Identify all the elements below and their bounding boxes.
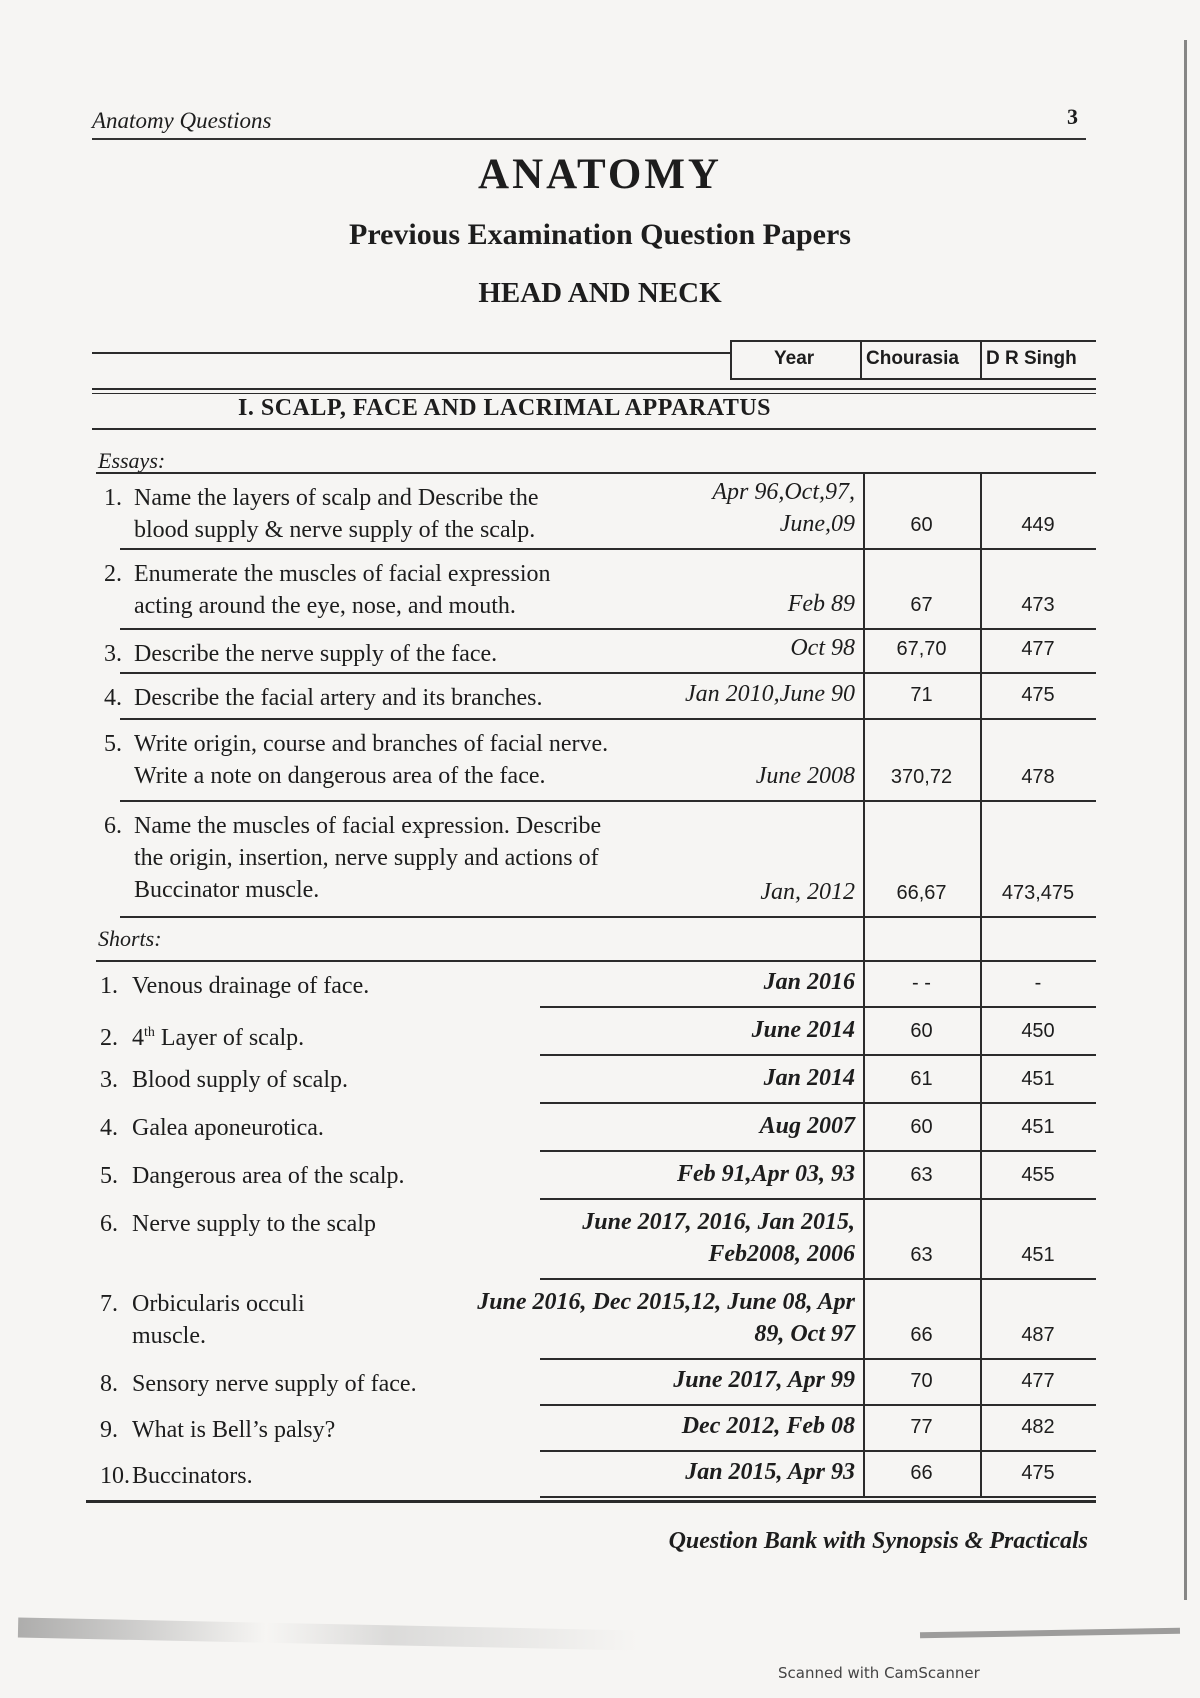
scanner-watermark: Scanned with CamScanner <box>778 1664 980 1682</box>
shorts-question-text: Layer of scalp. <box>154 1025 305 1051</box>
essays-chourasia-page: 370,72 <box>890 766 953 788</box>
section-rule-top-2 <box>92 393 1096 394</box>
shorts-question-ordinal-suffix: th <box>144 1025 155 1040</box>
shorts-question-line <box>100 1064 348 1097</box>
essays-year: Apr 96,Oct,97, <box>712 479 855 505</box>
essays-question-text: Enumerate the muscles of facial expression <box>134 561 551 587</box>
essays-chourasia-page: 67,70 <box>896 638 947 660</box>
shorts-chourasia-page: 66 <box>910 1462 933 1484</box>
essays-question-text: Describe the facial artery and its branches. <box>134 685 543 711</box>
essays-drsingh-page: 473 <box>1021 594 1055 616</box>
shorts-column-divider <box>863 1404 865 1450</box>
essays-drsingh-page: 475 <box>1021 684 1055 706</box>
shorts-year: June 2016, Dec 2015,12, June 08, Apr <box>477 1289 855 1315</box>
shorts-column-divider <box>863 1006 865 1054</box>
header-divider-1 <box>730 340 732 378</box>
shorts-question-text: Nerve supply to the scalp <box>132 1211 376 1237</box>
shorts-question-line <box>100 1460 253 1493</box>
essays-question-line <box>134 590 516 623</box>
shorts-chourasia-page: 66 <box>910 1324 933 1346</box>
column-header-chourasia: Chourasia <box>866 348 959 369</box>
shorts-year: June 2017, Apr 99 <box>673 1367 855 1393</box>
essays-row-rule <box>120 800 1096 802</box>
shorts-question-line <box>100 1160 405 1193</box>
shorts-question-line <box>132 1320 206 1353</box>
shorts-row-rule <box>540 1496 1096 1498</box>
essays-column-divider <box>863 672 865 718</box>
shorts-question-text: Orbicularis occuli <box>132 1291 305 1317</box>
shorts-question-number: 1. <box>100 973 118 999</box>
shorts-question-ordinal: 4 <box>132 1025 144 1051</box>
essays-question-number: 1. <box>104 485 122 511</box>
shorts-column-divider <box>980 1102 982 1150</box>
shorts-column-divider <box>863 1358 865 1404</box>
shorts-question-text: Galea aponeurotica. <box>132 1115 324 1141</box>
essays-chourasia-page: 66,67 <box>896 882 947 904</box>
essays-question-text: Name the muscles of facial expression. Describe <box>134 813 602 839</box>
essays-year: Jan 2010,June 90 <box>685 681 855 707</box>
essays-row-rule <box>120 916 1096 918</box>
essays-year: Oct 98 <box>790 635 855 661</box>
essays-question-text: Name the layers of scalp and Describe the <box>134 485 539 511</box>
essays-year: Feb 89 <box>787 591 855 617</box>
essays-question-line <box>134 874 319 907</box>
essays-question-number: 3. <box>104 641 122 667</box>
shorts-chourasia-page: 70 <box>910 1370 933 1392</box>
essays-question-text: Describe the nerve supply of the face. <box>134 641 498 667</box>
shorts-question-line <box>100 1016 304 1055</box>
shorts-question-number: 3. <box>100 1067 118 1093</box>
essays-year: Jan, 2012 <box>760 879 855 905</box>
essays-row-rule <box>120 628 1096 630</box>
essays-column-divider <box>980 718 982 800</box>
shorts-column-divider <box>863 960 865 1006</box>
page-edge <box>1184 40 1187 1600</box>
region-title: HEAD AND NECK <box>478 277 722 309</box>
running-header <box>92 104 1086 140</box>
header-divider-3 <box>980 340 982 378</box>
shorts-question-text: Dangerous area of the scalp. <box>132 1163 405 1189</box>
shorts-column-divider <box>980 1150 982 1198</box>
shorts-question-number: 9. <box>100 1417 118 1443</box>
scan-smudge-right <box>920 1628 1180 1639</box>
shorts-question-line <box>100 1414 335 1447</box>
shorts-question-text: muscle. <box>132 1323 206 1349</box>
shorts-question-line <box>100 1208 376 1241</box>
shorts-row-rule <box>540 1404 1096 1406</box>
shorts-column-divider <box>863 1198 865 1278</box>
shorts-column-divider <box>863 1054 865 1102</box>
essays-question-line <box>134 842 599 875</box>
shorts-drsingh-page: 451 <box>1021 1244 1055 1266</box>
shorts-year: Jan 2014 <box>763 1065 855 1091</box>
shorts-question-text: Sensory nerve supply of face. <box>132 1371 417 1397</box>
essays-column-divider <box>980 628 982 672</box>
shorts-chourasia-page: 61 <box>910 1068 933 1090</box>
shorts-question-text: Venous drainage of face. <box>132 973 370 999</box>
shorts-drsingh-page: 451 <box>1021 1116 1055 1138</box>
shorts-question-line <box>100 1368 417 1401</box>
shorts-column-divider <box>980 1358 982 1404</box>
essays-question-text: Write a note on dangerous area of the face. <box>134 763 546 789</box>
essays-row-rule <box>120 718 1096 720</box>
page-number: 3 <box>1067 104 1078 129</box>
shorts-column-divider <box>863 1450 865 1496</box>
essays-chourasia-page: 71 <box>910 684 933 706</box>
essays-column-divider <box>863 548 865 628</box>
shorts-question-line <box>100 970 369 1003</box>
essays-chourasia-page: 67 <box>910 594 933 616</box>
essays-question-number: 6. <box>104 813 122 839</box>
shorts-year: June 2014 <box>751 1017 855 1043</box>
shorts-question-line <box>100 1112 324 1145</box>
essays-chourasia-page: 60 <box>910 514 933 536</box>
essays-question-number: 5. <box>104 731 122 757</box>
shorts-question-text: Buccinators. <box>132 1463 253 1489</box>
shorts-question-number: 5. <box>100 1163 118 1189</box>
header-rule-left <box>92 352 730 354</box>
main-title: ANATOMY <box>478 151 722 198</box>
shorts-year: June 2017, 2016, Jan 2015, <box>582 1209 855 1235</box>
shorts-year: Jan 2015, Apr 93 <box>685 1459 855 1485</box>
section-rule-top <box>92 388 1096 390</box>
shorts-chourasia-page: 60 <box>910 1116 933 1138</box>
shorts-year: Feb2008, 2006 <box>708 1241 855 1267</box>
shorts-column-divider <box>863 1278 865 1358</box>
shorts-chourasia-page: 77 <box>910 1416 933 1438</box>
essays-question-line <box>134 760 546 793</box>
header-rule-top <box>730 340 1096 342</box>
essays-column-divider <box>863 472 865 548</box>
essays-drsingh-page: 449 <box>1021 514 1055 536</box>
shorts-row-rule <box>540 1358 1096 1360</box>
shorts-row-rule <box>540 1198 1096 1200</box>
shorts-drsingh-page: 450 <box>1021 1020 1055 1042</box>
shorts-drsingh-page: 487 <box>1021 1324 1055 1346</box>
essays-column-divider <box>863 800 865 916</box>
shorts-row-rule <box>540 1450 1096 1452</box>
essays-column-divider <box>980 472 982 548</box>
shorts-column-divider <box>980 1450 982 1496</box>
essays-column-divider <box>980 548 982 628</box>
shorts-year: Aug 2007 <box>759 1113 855 1139</box>
shorts-column-divider <box>863 1150 865 1198</box>
essays-column-divider <box>863 718 865 800</box>
essays-column-divider <box>863 628 865 672</box>
shorts-question-number: 8. <box>100 1371 118 1397</box>
shorts-row-rule <box>540 1006 1096 1008</box>
shorts-column-divider <box>980 1404 982 1450</box>
essays-drsingh-page: 477 <box>1021 638 1055 660</box>
shorts-question-number: 10. <box>100 1463 130 1489</box>
column-header-year: Year <box>774 348 815 369</box>
footer-title: Question Bank with Synopsis & Practicals <box>668 1528 1088 1554</box>
shorts-drsingh-page: 455 <box>1021 1164 1055 1186</box>
essays-question-line <box>104 482 539 515</box>
shorts-year: Jan 2016 <box>763 969 855 995</box>
shorts-column-divider <box>980 960 982 1006</box>
essays-question-text: Buccinator muscle. <box>134 877 320 903</box>
essays-question-number: 2. <box>104 561 122 587</box>
essays-question-line <box>104 682 542 715</box>
scan-smudge <box>18 1618 638 1651</box>
shorts-question-line <box>100 1288 305 1321</box>
shorts-question-text: What is Bell’s palsy? <box>132 1417 336 1443</box>
shorts-year: 89, Oct 97 <box>754 1321 855 1347</box>
shorts-question-number: 7. <box>100 1291 118 1317</box>
shorts-column-divider <box>863 1102 865 1150</box>
shorts-chourasia-page: 63 <box>910 1244 933 1266</box>
essays-drsingh-page: 478 <box>1021 766 1055 788</box>
table-bottom-rule <box>86 1500 1096 1503</box>
shorts-label: Shorts: <box>98 926 162 951</box>
shorts-row-rule <box>540 1278 1096 1280</box>
essays-label: Essays: <box>98 448 166 473</box>
shorts-chourasia-page: 63 <box>910 1164 933 1186</box>
essays-question-number: 4. <box>104 685 122 711</box>
shorts-question-text: Blood supply of scalp. <box>132 1067 348 1093</box>
shorts-drsingh-page: 477 <box>1021 1370 1055 1392</box>
essays-question-line <box>104 558 551 591</box>
essays-question-line <box>104 638 497 671</box>
shorts-chourasia-page: - - <box>912 972 931 994</box>
shorts-question-number: 6. <box>100 1211 118 1237</box>
essays-question-line <box>134 514 535 547</box>
essays-question-text: the origin, insertion, nerve supply and actions of <box>134 845 599 871</box>
header-rule-bottom <box>730 378 1096 380</box>
shorts-column-divider <box>980 1198 982 1278</box>
essays-question-text: acting around the eye, nose, and mouth. <box>134 593 516 619</box>
subtitle: Previous Examination Question Papers <box>349 218 851 251</box>
shorts-chourasia-page: 60 <box>910 1020 933 1042</box>
shorts-row-rule <box>540 1102 1096 1104</box>
essays-question-line <box>104 728 608 761</box>
essays-rule-top <box>96 472 1096 474</box>
essays-column-divider <box>980 800 982 916</box>
running-header-title: Anatomy Questions <box>92 108 272 133</box>
shorts-row-rule <box>540 1150 1096 1152</box>
shorts-rule-top <box>96 960 1096 962</box>
shorts-column-divider <box>980 1054 982 1102</box>
shorts-column-divider <box>980 1278 982 1358</box>
shorts-column-divider <box>980 1006 982 1054</box>
column-header-drsingh: D R Singh <box>986 348 1077 369</box>
section-title: I. SCALP, FACE AND LACRIMAL APPARATUS <box>238 395 771 421</box>
shorts-drsingh-page: - <box>1034 972 1042 994</box>
essays-row-rule <box>120 672 1096 674</box>
shorts-label-divider <box>980 916 982 960</box>
essays-question-line <box>104 810 601 843</box>
section-rule-bottom <box>92 428 1096 430</box>
shorts-year: Dec 2012, Feb 08 <box>681 1413 855 1439</box>
essays-row-rule <box>120 548 1096 550</box>
essays-year: June,09 <box>779 511 855 537</box>
shorts-label-divider <box>863 916 865 960</box>
essays-drsingh-page: 473,475 <box>1001 882 1075 904</box>
shorts-year: Feb 91,Apr 03, 93 <box>676 1161 855 1187</box>
shorts-drsingh-page: 451 <box>1021 1068 1055 1090</box>
shorts-drsingh-page: 475 <box>1021 1462 1055 1484</box>
essays-question-text: blood supply & nerve supply of the scalp. <box>134 517 536 543</box>
shorts-row-rule <box>540 1054 1096 1056</box>
essays-column-divider <box>980 672 982 718</box>
essays-question-text: Write origin, course and branches of facial nerve. <box>134 731 609 757</box>
essays-year: June 2008 <box>755 763 855 789</box>
shorts-question-number: 4. <box>100 1115 118 1141</box>
shorts-drsingh-page: 482 <box>1021 1416 1055 1438</box>
header-divider-2 <box>860 340 862 378</box>
shorts-question-number: 2. <box>100 1025 118 1051</box>
